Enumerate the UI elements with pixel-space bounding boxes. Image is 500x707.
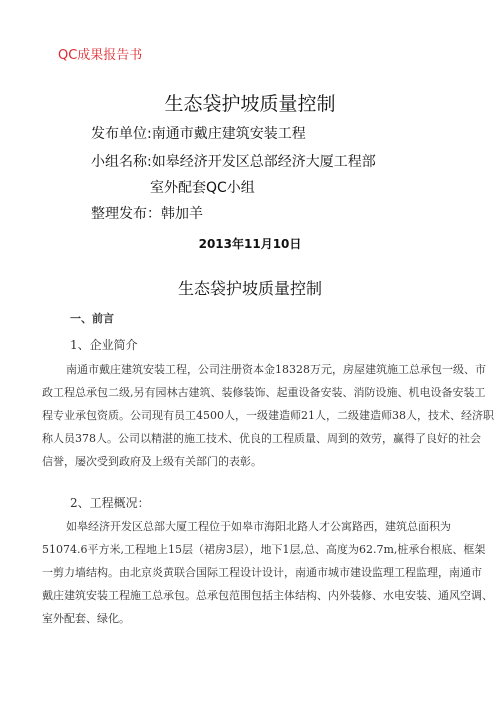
paragraph-line: 程专业承包资质。公司现有员工4500人，一级建造师21人，二级建造师38人，技术、经济职 xyxy=(42,409,494,422)
report-label: QC成果报告书 xyxy=(58,48,143,63)
paragraph-company-profile xyxy=(42,358,494,473)
report-date: 2013年11月10日 xyxy=(198,237,302,251)
paragraph-line: 51074.6平方米,工程地上15层（裙房3层），地下1层,总、高度为62.7m,桩承台根底、框架 xyxy=(42,543,486,556)
paragraph-line: 戴庄建筑安装工程施工总承包。总承包范围包括主体结构、内外装修、水电安装、通风空调、 xyxy=(42,589,493,602)
paragraph-project-overview xyxy=(42,515,493,630)
paragraph-line: 一剪力墙结构。由北京炎黄联合国际工程设计设计，南通市城市建设监理工程监理，南通市 xyxy=(42,566,482,579)
paragraph-line: 称人员378人。公司以精湛的施工技术、优良的工程质量、周到的效劳，赢得了良好的社会 xyxy=(42,432,481,445)
group-name-line-2: 室外配套QC小组 xyxy=(150,180,255,196)
item-heading-company: 1、企业简介 xyxy=(70,338,138,352)
paragraph-line: 政工程总承包二级,另有园林古建筑、装修装饰、起重设备安装、消防设施、机电设备安装工 xyxy=(42,386,486,399)
group-name-line: 小组名称:如皋经济开发区总部经济大厦工程部 xyxy=(91,154,376,170)
publisher-line: 发布单位:南通市戴庄建筑安装工程 xyxy=(91,126,306,142)
section-title: 生态袋护坡质量控制 xyxy=(177,279,322,298)
item-heading-project: 2、工程概况： xyxy=(70,496,150,510)
paragraph-line: 室外配套、绿化。 xyxy=(42,612,130,625)
paragraph-line: 如皋经济开发区总部大厦工程位于如皋市海阳北路人才公寓路西，建筑总面积为 xyxy=(66,520,451,533)
section-heading-preface: 一、前言 xyxy=(70,312,114,325)
paragraph-line: 信誉，屡次受到政府及上级有关部门的表彰。 xyxy=(42,455,262,468)
paragraph-line: 南通市戴庄建筑安装工程，公司注册资本金18328万元，房屋建筑施工总承包一级、市 xyxy=(66,363,486,376)
main-title: 生态袋护坡质量控制 xyxy=(164,93,336,115)
editor-line: 整理发布：韩加羊 xyxy=(91,206,203,222)
